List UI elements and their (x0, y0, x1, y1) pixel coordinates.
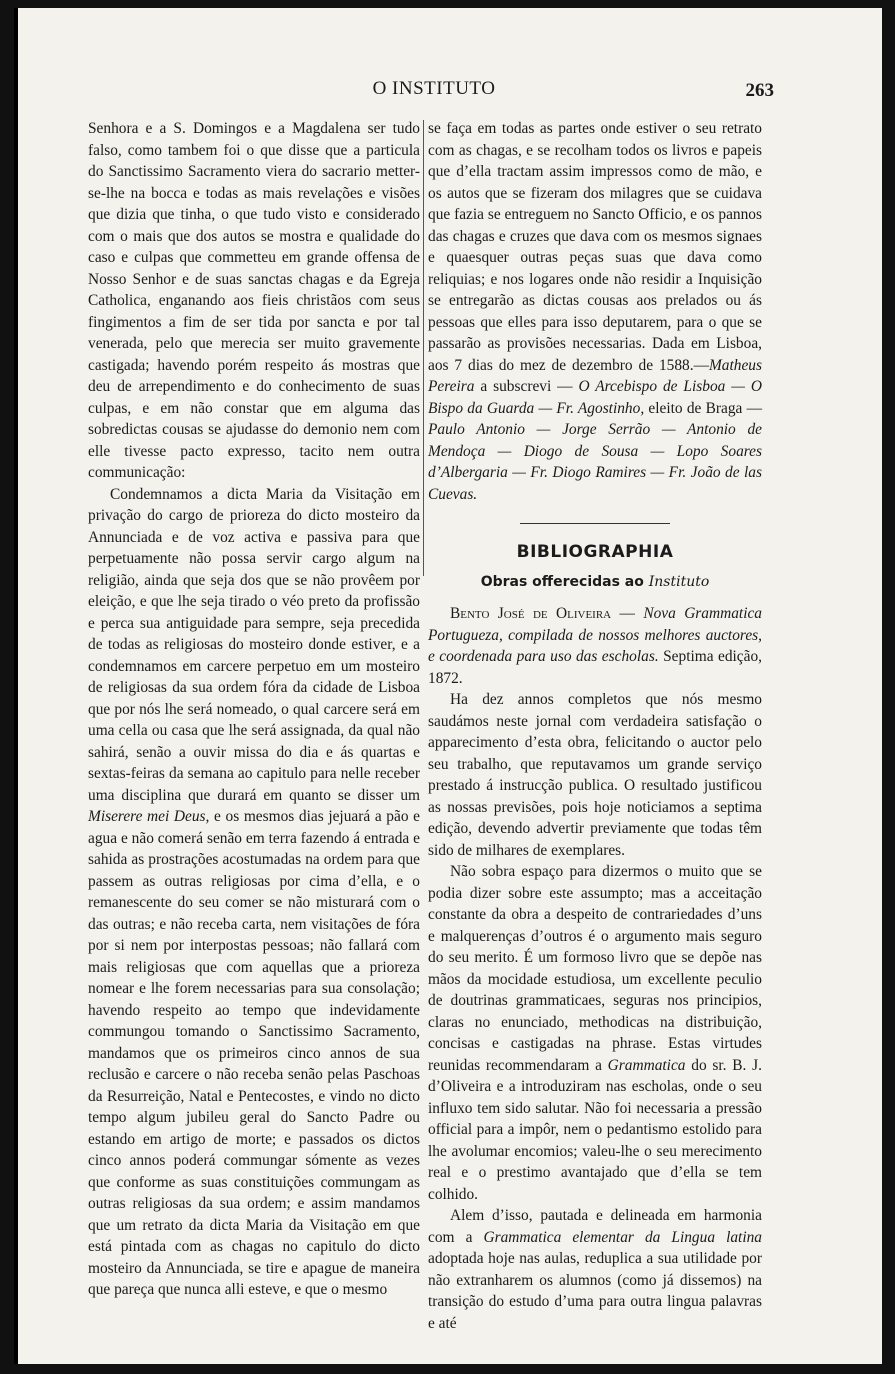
review-paragraph-2: Não sobra espaço para dizermos o muito que se podia dizer sobre este assumpto; mas a acceitação constante da obra a despeito de contrariedades d’uns e malquerenças d’outros é o argumento mais seguro do seu merito. É um formoso livro que se depõe nas mãos da mocidade estudiosa, um excellente peculio de doutrinas grammaticaes, seguras nos principios, claras no enunciado, methodicas na distribuição, concisas e castigadas na phrase. Estas virtudes reunidas recommendaram a Grammatica do sr. B. J. d’Oliveira e a introduziram nas escholas, onde o seu influxo tem sido salutar. Não foi necessaria a pressão official para a impôr, nem o pedantismo estolido para lhe avolumar encomios; valeu-lhe o seu merecimento real e o prestimo avantajado que d’ella se tem colhido. (428, 863, 762, 1203)
entry-author: Bento José de Oliveira (450, 605, 612, 622)
page-edge-shadow (14, 8, 18, 1364)
signature-matheus: Matheus Pereira (428, 356, 762, 395)
page-number: 263 (745, 80, 774, 101)
signatures-bishops: O Arcebispo de Lisboa — O Bispo da Guarda — Fr. Agostinho, (428, 378, 762, 417)
left-column (88, 118, 420, 1301)
entry-title: Nova Grammatica Portugueza, compilada de nossos melhores auctores, e coordenada para uso das escholas. (428, 605, 762, 665)
paragraph-sentence-conclusion: Senhora e a S. Domingos e a Magdalena ser tudo falso, como tambem foi o que disse que a particula do Sanctissimo Sacramento viera do sacrario metter-se-lhe na bocca e todas as mais revelações e visões que dizia que tinha, o que tudo visto e considerado com o mais que dos autos se mostra e qualidade do caso e culpas que commetteu em grande offensa de Nosso Senhor e de suas sanctas chagas e da Egreja Catholica, enganando aos fieis christãos com seus fingimentos a fim de ser tida por sancta e por tal venerada, pelo que merecia ser muito gravemente castigada; havendo porém respeito ás mostras que deu de arrependimento e do conhecimento de suas culpas, e em não constar que em alguma das sobredictas cousas se ajudasse do demonio nem com elle tivesse pacto expresso, tacito nem outra communicação: (88, 120, 420, 481)
review-paragraph-1: Ha dez annos completos que nós mesmo saudámos neste jornal com verdadeira satisfação o apparecimento d’esta obra, felicitando o auctor pelo seu trabalho, que reputavamos um grande serviço prestado á instrucção publica. O resultado justificou as nossas previsões, pois hoje noticiamos a septima edição, devendo advertir previamente que todas têm sido de milhares de exemplares. (428, 691, 762, 859)
paragraph-decree-end: se faça em todas as partes onde estiver o seu retrato com as chagas, e se recolham todos os livros e papeis que d’ella tractam assim impressos como de mão, e os autos que se fizeram dos milagres que se cuidava que fazia se entreguem no Sancto Officio, e os pannos das chagas e cruzes que dava com os mesmos signaes e quaesquer outras peças suas que dava como reliquias; e nos logares onde não residir a Inquisição se entregarão as dictas cousas aos prelados ou ás pessoas que elles para isso deputarem, para o que se passarão as provisões necessarias. Dada em Lisboa, aos 7 dias do mez de dezembro de 1588.—Matheus Pereira a subscrevi — O Arcebispo de Lisboa — O Bispo da Guarda — Fr. Agostinho, eleito de Braga — Paulo Antonio — Jorge Serrão — Antonio de Mendoça — Diogo de Sousa — Lopo Soares d’Albergaria — Fr. Diogo Ramires — Fr. João de las Cuevas. (428, 120, 762, 503)
running-head (94, 78, 774, 108)
review-paragraph-3: Alem d’isso, pautada e delineada em harmonia com a Grammatica elementar da Lingua latina adoptada hoje nas aulas, reduplica a sua utilidade por não extranharem os alumnos (como já dissemos) na transição do estudo d’uma para outra lingua palavras e até (428, 1207, 762, 1332)
column-divider (423, 120, 424, 576)
section-title: BIBLIOGRAPHIA (516, 542, 674, 562)
signatures-officials: Paulo Antonio — Jorge Serrão — Antonio de Mendoça — Diogo de Sousa — Lopo Soares d’Albergaria — Fr. Diogo Ramires — Fr. João de las Cuevas. (428, 421, 762, 503)
bibliography-entry: Bento José de Oliveira — Nova Grammatica Portugueza, compilada de nossos melhores auctores, e coordenada para uso das escholas. Septima edição, 1872. (428, 605, 762, 687)
miserere-text: Miserere mei Deus, (88, 808, 210, 825)
scanned-page (14, 8, 882, 1364)
paragraph-condemnation: Condemnamos a dicta Maria da Visitação em privação do cargo de prioreza do dicto mosteiro da Annunciada e de voz activa e passiva para que perpetuamente não possa servir cargo algum na religião, ainda que seja dos que se não provêem por eleição, e que lhe seja tirado o véo preto da profissão e perca sua antiguidade para sempre, seja precedida de todas as religiosas do mosteiro donde estiver, e a condemnamos em carcere perpetuo em um mosteiro de religiosas da sua ordem fóra da cidade de Lisboa que por nós lhe será nomeado, o qual carcere será em uma cella ou casa que lhe será assignada, da qual não sahirá, senão a ouvir missa do dia e ás quartas e sextas-feiras da semana ao capitulo para nelle receber uma disciplina que durará em quanto se disser um Miserere mei Deus, e os mesmos dias jejuará a pão e agua e não comerá senão em terra fazendo á entrada e sahida as prostrações acostumadas na ordem para que passem as outras religiosas por cima d’ella, e o remanescente do seu comer se não misturará com o das outras; e não receba carta, nem visitações de fóra por si nem por interpostas pessoas; não fallará com mais religiosas que com aquellas que a prioreza nomear e lhe forem necessarias para sua consolação; havendo respeito ao tempo que indevidamente commungou tomando o Sanctissimo Sacramento, mandamos que os primeiros cinco annos de sua reclusão e carcere o não receba senão pelas Paschoas da Resurreição, Natal e Pentecostes, e vindo no dicto tempo algum jubileu geral do Sancto Padre ou estando em artigo de morte; e passados os dictos cinco annos poderá commungar sómente as vezes que conforme as suas constituições commungam as outras religiosas da sua ordem; e assim mandamos que um retrato da dicta Maria da Visitação em que está pintada com as chagas no capitulo do dicto mosteiro da Annunciada, se tire e apague de maneira que pareça que nunca alli esteve, e que o mesmo (88, 485, 420, 1298)
section-rule (520, 523, 670, 524)
running-title: O INSTITUTO (372, 78, 496, 99)
section-subtitle: Obras offerecidas ao Instituto (480, 573, 710, 590)
right-column (428, 118, 762, 1334)
